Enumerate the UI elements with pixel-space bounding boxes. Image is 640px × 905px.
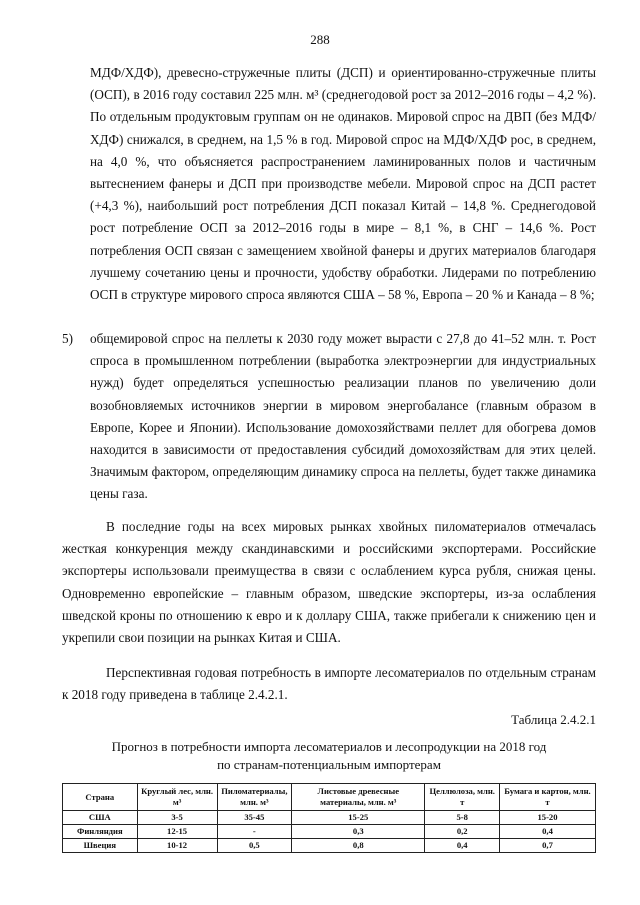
cell-paper: 15-20 <box>500 811 596 825</box>
paragraph-continuation: МДФ/ХДФ), древесно-стружечные плиты (ДСП) и ориентированно-стружечные плиты (ОСП), в 2016 году составил 225 млн. м³ (среднегодовой рост за 2012–2016 годы – 4,2 %). По отдельным продуктовым группам он не одинаков. Мировой спрос на ДВП (без МДФ/ХДФ) снижался, в среднем, на 1,5 % в год. Мировой спрос на МДФ/ХДФ рос, в среднем, на 4,0 %, что объясняется распространением ламинированных полов и частичным вытеснением фанеры и ДСП при производстве мебели. Мировой спрос на ДСП растет (+4,3 %), наибольший рост потребления ДСП показал Китай – 14,8 %. Среднегодовой рост потребление ОСП за 2012–2016 годы в мире – 8,1 %, в СНГ – 14,6 %. Рост потребления ОСП связан с замещением хвойной фанеры и других материалов благодаря лучшему сочетанию цены и прочности, удобству обработки. Лидерами по потреблению ОСП в структуре мирового спроса являются США – 58 %, Европа – 20 % и Канада – 8 %; <box>90 65 596 303</box>
cell-pulp: 0,2 <box>425 825 500 839</box>
header-roundwood: Круглый лес, млн. м³ <box>137 784 217 811</box>
import-forecast-table <box>62 783 596 853</box>
page-number: 288 <box>310 32 330 47</box>
cell-panels: 0,3 <box>292 825 425 839</box>
cell-sawnwood: - <box>217 825 292 839</box>
list-item-text: общемировой спрос на пеллеты к 2030 году может вырасти с 27,8 до 41–52 млн. т. Рост спроса в промышленном потреблении (выработка электроэнергии для индустриальных нужд) будет определяться успешностью реализации планов по увеличению доли возобновляемых источников энергии в мировом энергобалансе (главным образом в Европе, Корее и Японии). Использование домохозяйствами пеллет для обогрева домов находится в зависимости от предоставления субсидий домохозяйствам для этих целей. Значимым фактором, определяющим динамику спроса на пеллеты, будет также динамика цены газа. <box>90 331 596 502</box>
cell-paper: 0,4 <box>500 825 596 839</box>
table-title-line1: Прогноз в потребности импорта лесоматериалов и лесопродукции на 2018 год <box>111 739 547 754</box>
cell-roundwood: 12-15 <box>137 825 217 839</box>
paragraph-table-reference: Перспективная годовая потребность в импорте лесоматериалов по отдельным странам к 2018 году приведена в таблице 2.4.2.1. <box>62 665 596 703</box>
cell-pulp: 0,4 <box>425 839 500 853</box>
table-row <box>63 825 596 839</box>
cell-panels: 15-25 <box>292 811 425 825</box>
table-title-line2: по странам-потенциальным импортерам <box>217 757 441 772</box>
cell-roundwood: 3-5 <box>137 811 217 825</box>
cell-paper: 0,7 <box>500 839 596 853</box>
cell-country: США <box>63 811 138 825</box>
table-row <box>63 811 596 825</box>
paragraph-competition: В последние годы на всех мировых рынках хвойных пиломатериалов отмечалась жесткая конкуренция между скандинавскими и российскими экспортерами. Российские экспортеры использовали преимущества в связи с ослаблением курса рубля, снижая цены. Одновременно европейские – главным образом, шведские экспортеры, из-за ослабления шведской кроны по отношению к евро и к доллару США, также прибегали к снижению цен и укрепили свои позиции на рынках Китая и США. <box>62 519 596 646</box>
cell-sawnwood: 0,5 <box>217 839 292 853</box>
header-country: Страна <box>63 784 138 811</box>
header-pulp: Целлюлоза, млн. т <box>425 784 500 811</box>
cell-pulp: 5-8 <box>425 811 500 825</box>
table-caption: Таблица 2.4.2.1 <box>511 712 596 727</box>
header-panels: Листовые древесные материалы, млн. м³ <box>292 784 425 811</box>
table-row <box>63 839 596 853</box>
list-item-5 <box>62 328 596 506</box>
header-sawnwood: Пиломатериалы, млн. м³ <box>217 784 292 811</box>
cell-country: Швеция <box>63 839 138 853</box>
cell-sawnwood: 35-45 <box>217 811 292 825</box>
table-title <box>62 738 596 774</box>
cell-country: Финляндия <box>63 825 138 839</box>
list-item-number: 5) <box>62 331 73 346</box>
cell-panels: 0,8 <box>292 839 425 853</box>
table-header-row <box>63 784 596 811</box>
cell-roundwood: 10-12 <box>137 839 217 853</box>
header-paper: Бумага и картон, млн. т <box>500 784 596 811</box>
